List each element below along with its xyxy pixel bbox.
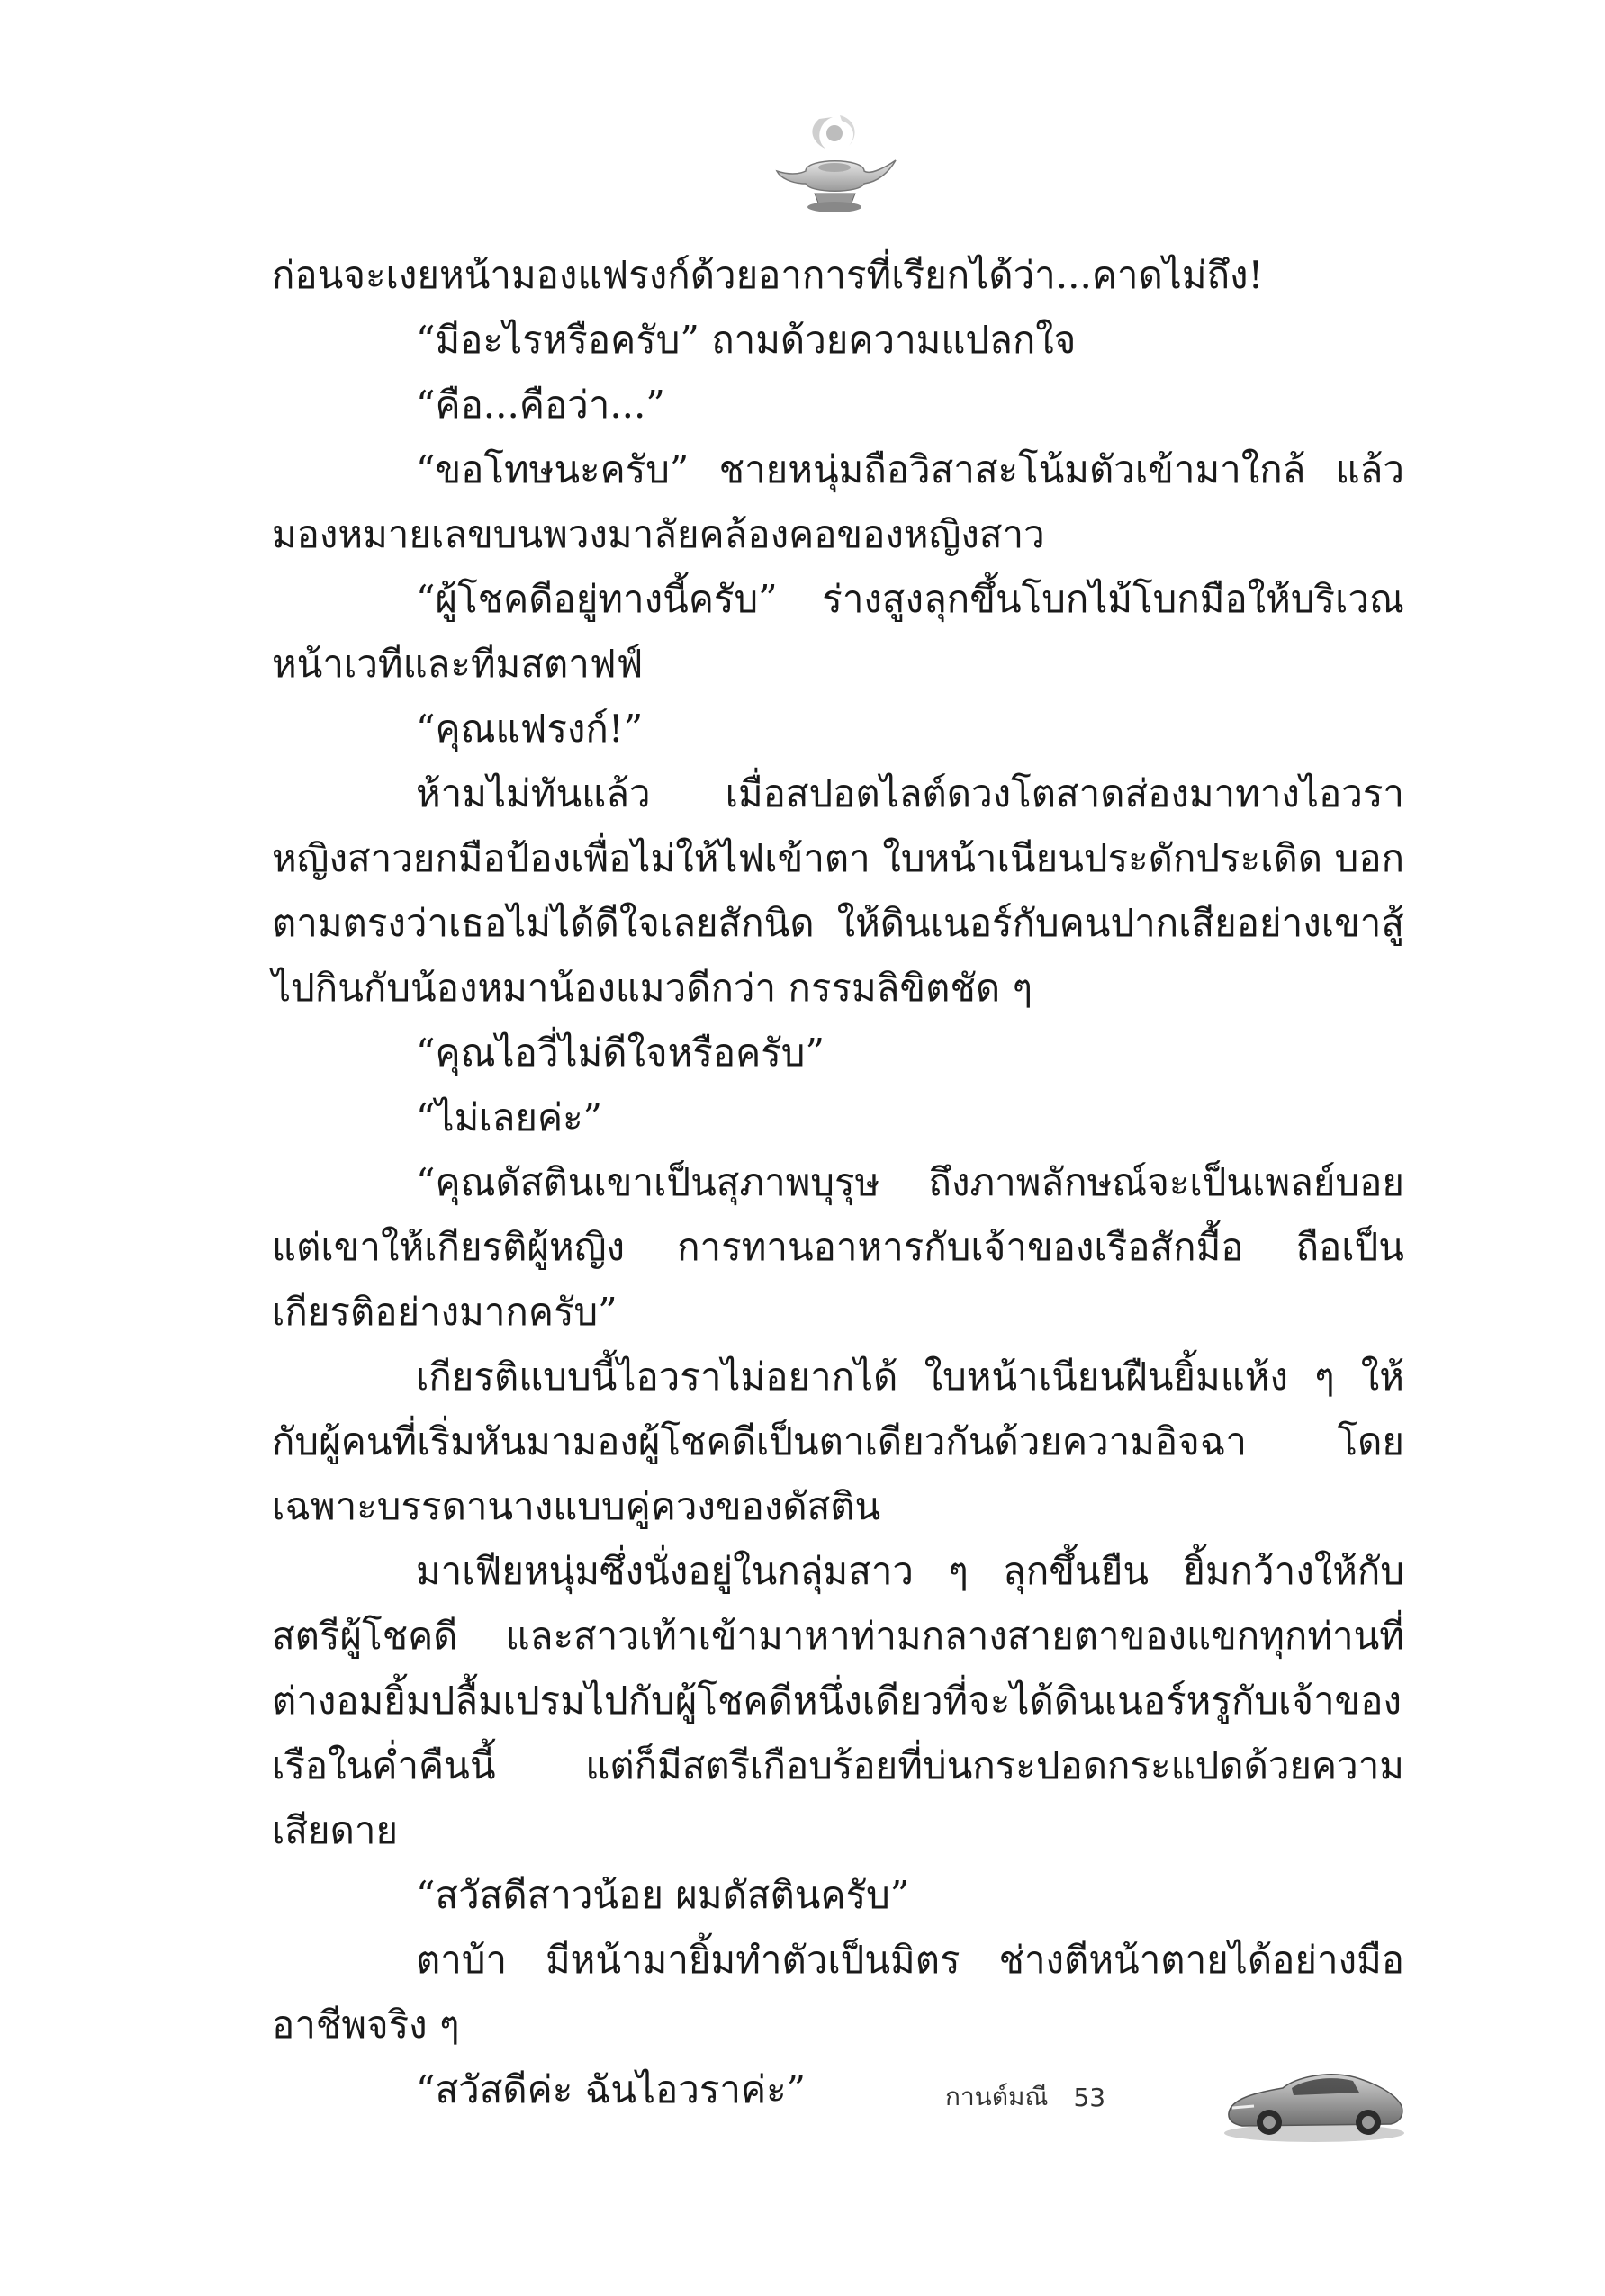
paragraph: “คือ...คือว่า...” — [416, 383, 665, 427]
page-number: 53 — [1073, 2082, 1106, 2112]
paragraph: “ไม่เลยค่ะ” — [416, 1095, 603, 1139]
body-text — [272, 243, 1404, 2122]
footer-author: กานต์มณี — [945, 2082, 1049, 2111]
paragraph: ห้ามไม่ทันแล้ว เมื่อสปอตไลต์ดวงโตสาดส่องมาทางไอวราหญิงสาวยกมือป้องเพื่อไม่ให้ไฟเข้าตา ใบหน้าเนียนประดักประเดิด บอกตามตรงว่าเธอไม่ได้ดีใจเลยสักนิด ให้ดินเนอร์กับคนปากเสียอย่างเขาสู้ไปกินกับน้องหมาน้องแมวดีกว่า กรรมลิขิตชัด ๆ — [272, 771, 1404, 1010]
paragraph: มาเฟียหนุ่มซึ่งนั่งอยู่ในกลุ่มสาว ๆ ลุกขึ้นยืน ยิ้มกว้างให้กับสตรีผู้โชคดี และสาวเท้าเข้ามาหาท่ามกลางสายตาของแขกทุกท่านที่ต่างอมยิ้มปลื้มเปรมไปกับผู้โชคดีหนึ่งเดียวที่จะได้ดินเนอร์หรูกับเจ้าของเรือในค่ำคืนนี้ แต่ก็มีสตรีเกือบร้อยที่บ่นกระปอดกระแปดด้วยความเสียดาย — [272, 1549, 1404, 1852]
sports-car-icon — [1220, 2043, 1409, 2151]
paragraph: “ขอโทษนะครับ” ชายหนุ่มถือวิสาสะโน้มตัวเข้ามาใกล้ แล้วมองหมายเลขบนพวงมาลัยคล้องคอของหญิงสาว — [272, 447, 1404, 556]
paragraph: “คุณดัสตินเขาเป็นสุภาพบุรุษ ถึงภาพลักษณ์จะเป็นเพลย์บอยแต่เขาให้เกียรติผู้หญิง การทานอาหารกับเจ้าของเรือสักมื้อ ถือเป็นเกียรติอย่างมากครับ” — [272, 1160, 1404, 1334]
paragraph: “คุณไอวี่ไม่ดีใจหรือครับ” — [416, 1031, 825, 1075]
paragraph: “คุณแฟรงก์!” — [416, 707, 644, 751]
genie-lamp-icon — [770, 108, 900, 221]
paragraph: “ผู้โชคดีอยู่ทางนี้ครับ” ร่างสูงลุกขึ้นโบกไม้โบกมือให้บริเวณหน้าเวทีและทีมสตาฟฟ์ — [272, 577, 1404, 686]
paragraph: ก่อนจะเงยหน้ามองแฟรงก์ด้วยอาการที่เรียกได้ว่า...คาดไม่ถึง! — [272, 253, 1264, 297]
paragraph: “มีอะไรหรือครับ” ถามด้วยความแปลกใจ — [416, 318, 1077, 362]
paragraph: “สวัสดีค่ะ ฉันไอวราค่ะ” — [416, 2067, 807, 2111]
paragraph: ตาบ้า มีหน้ามายิ้มทำตัวเป็นมิตร ช่างตีหน้าตายได้อย่างมืออาชีพจริง ๆ — [272, 1938, 1404, 2047]
page-footer — [945, 2061, 1105, 2133]
paragraph: เกียรติแบบนี้ไอวราไม่อยากได้ ใบหน้าเนียนฝืนยิ้มแห้ง ๆ ให้กับผู้คนที่เริ่มหันมามองผู้โชคดีเป็นตาเดียวกันด้วยความอิจฉา โดยเฉพาะบรรดานางแบบคู่ควงของดัสติน — [272, 1355, 1404, 1528]
paragraph: “สวัสดีสาวน้อย ผมดัสตินครับ” — [416, 1873, 910, 1917]
